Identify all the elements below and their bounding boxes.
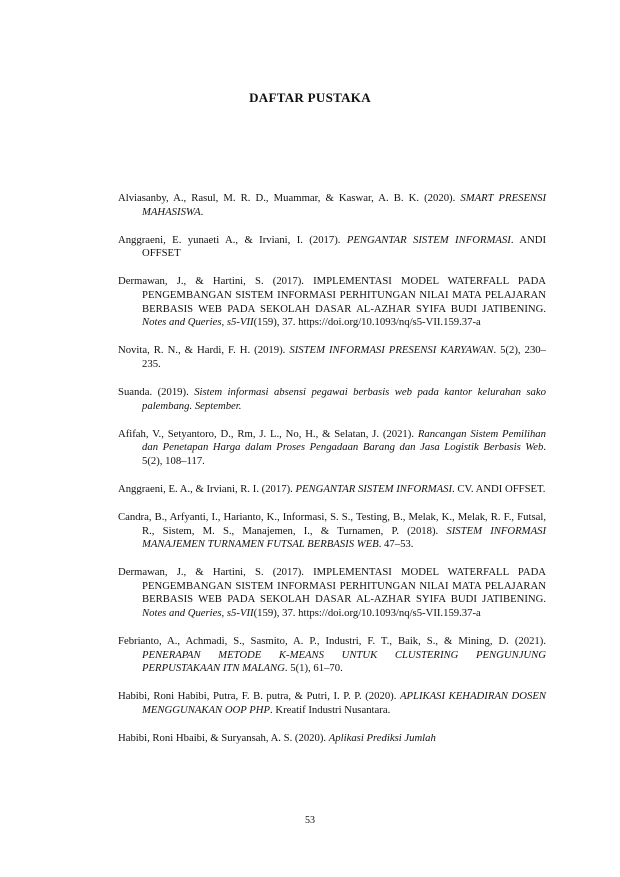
reference-italic-title: PENGANTAR SISTEM INFORMASI xyxy=(295,482,453,495)
reference-text: Febrianto, A., Achmadi, S., Sasmito, A. P., Industri, F. T., Baik, S., & Mining, D. (2021). xyxy=(118,635,546,648)
reference-text: Habibi, Roni Hbaibi, & Suryansah, A. S. (2020). xyxy=(118,732,329,745)
reference-text: Alviasanby, A., Rasul, M. R. D., Muammar, & Kaswar, A. B. K. (2020). xyxy=(118,192,461,204)
reference-item xyxy=(118,690,546,717)
reference-item xyxy=(118,192,546,219)
reference-italic-title: Notes and Queries, s5-VII xyxy=(142,316,254,329)
reference-tail: . xyxy=(200,205,204,218)
reference-italic-title: Notes and Queries, s5-VII xyxy=(142,607,254,620)
reference-italic-title: SISTEM INFORMASI PRESENSI KARYAWAN xyxy=(289,344,494,357)
reference-tail: (159), 37. https://doi.org/10.1093/nq/s5-VII.159.37-a xyxy=(253,607,481,620)
reference-item xyxy=(118,732,546,746)
reference-text: Dermawan, J., & Hartini, S. (2017). IMPLEMENTASI MODEL WATERFALL PADA PENGEMBANGAN SISTEM INFORMASI PERHITUNGAN NILAI MATA PELAJARAN BERBASIS WEB PADA SEKOLAH DASAR AL-AZHAR SYIFA BUDI JATIBENING. xyxy=(118,566,546,606)
reference-text: Anggraeni, E. A., & Irviani, R. I. (2017). xyxy=(118,482,296,495)
page-title: DAFTAR PUSTAKA xyxy=(249,90,371,105)
reference-item xyxy=(118,511,546,552)
reference-item xyxy=(118,275,546,329)
reference-item xyxy=(118,386,546,413)
reference-italic-title: PENGANTAR SISTEM INFORMASI xyxy=(346,233,511,246)
reference-text: Habibi, Roni Habibi, Putra, F. B. putra, & Putri, I. P. P. (2020). xyxy=(118,690,400,703)
reference-item xyxy=(118,566,546,620)
reference-list xyxy=(118,192,546,746)
reference-italic-title: PENERAPAN METODE K-MEANS UNTUK CLUSTERING PENGUNJUNG PERPUSTAKAAN ITN MALANG xyxy=(142,648,546,675)
reference-text: Suanda. (2019). xyxy=(118,385,195,398)
reference-tail: . 5(1), 61–70. xyxy=(284,662,343,675)
reference-text: Candra, B., Arfyanti, I., Harianto, K., Informasi, S. S., Testing, B., Melak, K., Melak, R. F., Futsal, R., Sistem, M. S., Manajemen, I., & Turnamen, P. (2018). xyxy=(118,511,546,537)
page-number: 53 xyxy=(305,815,315,826)
reference-tail: . 47–53. xyxy=(378,538,414,551)
reference-tail: . 5(2), 108–117. xyxy=(142,441,546,467)
reference-italic-title: Sistem informasi absensi pegawai berbasis web pada kantor kelurahan sako palembang. September. xyxy=(142,385,546,412)
reference-tail: . Kreatif Industri Nusantara. xyxy=(270,704,391,717)
reference-tail: . ANDI OFFSET xyxy=(142,233,547,260)
reference-italic-title: Aplikasi Prediksi Jumlah xyxy=(328,732,436,745)
reference-item xyxy=(118,428,546,469)
reference-text: Afifah, V., Setyantoro, D., Rm, J. L., No, H., & Selatan, J. (2021). xyxy=(118,427,418,440)
reference-tail: (159), 37. https://doi.org/10.1093/nq/s5-VII.159.37-a xyxy=(253,316,481,329)
reference-italic-title: SMART PRESENSI MAHASISWA xyxy=(142,192,546,218)
reference-tail: . 5(2), 230–235. xyxy=(142,344,546,370)
reference-italic-title: APLIKASI KEHADIRAN DOSEN MENGGUNAKAN OOP PHP xyxy=(142,690,546,717)
reference-item xyxy=(118,344,546,371)
reference-tail: . CV. ANDI OFFSET. xyxy=(452,482,546,495)
reference-item xyxy=(118,483,546,497)
reference-item xyxy=(118,635,546,676)
reference-text: Dermawan, J., & Hartini, S. (2017). IMPLEMENTASI MODEL WATERFALL PADA PENGEMBANGAN SISTEM INFORMASI PERHITUNGAN NILAI MATA PELAJARAN BERBASIS WEB PADA SEKOLAH DASAR AL-AZHAR SYIFA BUDI JATIBENING. xyxy=(118,275,546,315)
reference-italic-title: SISTEM INFORMASI MANAJEMEN TURNAMEN FUTSAL BERBASIS WEB xyxy=(142,524,546,551)
reference-italic-title: Rancangan Sistem Pemilihan dan Penetapan Harga dalam Proses Pengadaan Barang dan Jasa Logistik Berbasis Web xyxy=(142,427,546,454)
reference-text: Anggraeni, E. yunaeti A., & Irviani, I. (2017). xyxy=(118,233,347,246)
reference-item xyxy=(118,234,546,261)
reference-text: Novita, R. N., & Hardi, F. H. (2019). xyxy=(118,344,290,357)
